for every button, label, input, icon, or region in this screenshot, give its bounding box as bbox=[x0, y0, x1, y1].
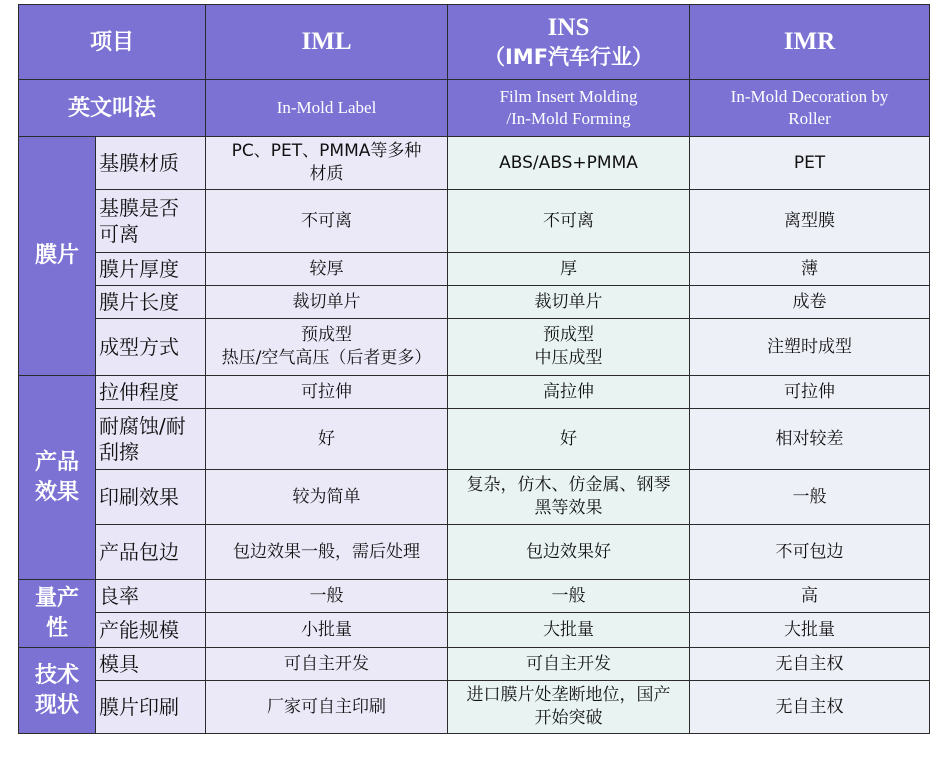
header-ins bbox=[448, 5, 690, 80]
cell-ins: 裁切单片 bbox=[448, 286, 690, 319]
cell-iml: 可自主开发 bbox=[206, 648, 448, 681]
row-label-line: 基膜是否 bbox=[99, 196, 179, 220]
group-label-line: 效果 bbox=[34, 479, 79, 505]
group-tech-status bbox=[19, 648, 96, 734]
table-row bbox=[19, 376, 930, 409]
cell-ins: 一般 bbox=[448, 580, 690, 613]
group-label-line: 量产 bbox=[34, 585, 79, 611]
cell-line: 预成型 bbox=[543, 325, 595, 345]
row-label: 膜片印刷 bbox=[96, 681, 206, 734]
header-iml: IML bbox=[206, 5, 448, 80]
cell-imr: 不可包边 bbox=[690, 525, 930, 580]
cell-iml: 较厚 bbox=[206, 253, 448, 286]
cell-iml: 好 bbox=[206, 409, 448, 470]
cell-ins: 高拉伸 bbox=[448, 376, 690, 409]
cell-iml: 厂家可自主印刷 bbox=[206, 681, 448, 734]
cell-imr: 离型膜 bbox=[690, 190, 930, 253]
cell-iml: 可拉伸 bbox=[206, 376, 448, 409]
table-row bbox=[19, 319, 930, 376]
header-imr: IMR bbox=[690, 5, 930, 80]
row-label: 产品包边 bbox=[96, 525, 206, 580]
cell-iml: 裁切单片 bbox=[206, 286, 448, 319]
cell-ins: 厚 bbox=[448, 253, 690, 286]
cell-line: 中压成型 bbox=[534, 348, 603, 368]
cell-iml: 较为简单 bbox=[206, 470, 448, 525]
cell-iml: 包边效果一般，需后处理 bbox=[206, 525, 448, 580]
row-label: 拉伸程度 bbox=[96, 376, 206, 409]
table-row bbox=[19, 470, 930, 525]
cell-line: 热压/空气高压（后者更多） bbox=[221, 348, 432, 368]
group-product-effect bbox=[19, 376, 96, 580]
cell-imr: 无自主权 bbox=[690, 681, 930, 734]
english-name-ins-line1: Film Insert Molding bbox=[499, 87, 638, 106]
row-label: 膜片厚度 bbox=[96, 253, 206, 286]
cell-iml: 不可离 bbox=[206, 190, 448, 253]
table-row bbox=[19, 190, 930, 253]
header-ins-title: INS bbox=[547, 14, 590, 41]
row-label: 良率 bbox=[96, 580, 206, 613]
row-label bbox=[96, 409, 206, 470]
table-row bbox=[19, 525, 930, 580]
row-label: 膜片长度 bbox=[96, 286, 206, 319]
cell-ins bbox=[448, 470, 690, 525]
row-label-line: 可离 bbox=[99, 222, 139, 246]
cell-iml: 小批量 bbox=[206, 613, 448, 648]
cell-iml bbox=[206, 137, 448, 190]
table-row bbox=[19, 253, 930, 286]
group-label-line: 现状 bbox=[34, 692, 79, 718]
row-label: 产能规模 bbox=[96, 613, 206, 648]
header-row bbox=[19, 5, 930, 80]
comparison-table bbox=[18, 4, 930, 734]
cell-imr: 可拉伸 bbox=[690, 376, 930, 409]
table-row bbox=[19, 613, 930, 648]
english-name-iml: In-Mold Label bbox=[206, 80, 448, 137]
cell-line: 预成型 bbox=[301, 325, 353, 345]
cell-imr: 成卷 bbox=[690, 286, 930, 319]
english-name-ins-line2: /In-Mold Forming bbox=[506, 109, 631, 128]
english-name-imr-line2: Roller bbox=[788, 109, 831, 128]
english-name-imr-line1: In-Mold Decoration by bbox=[730, 87, 889, 106]
cell-line: 进口膜片处垄断地位，国产 bbox=[466, 685, 671, 705]
cell-iml: 一般 bbox=[206, 580, 448, 613]
row-label: 模具 bbox=[96, 648, 206, 681]
cell-line: 黑等效果 bbox=[534, 498, 603, 518]
table-row bbox=[19, 409, 930, 470]
cell-ins bbox=[448, 681, 690, 734]
english-name-ins bbox=[448, 80, 690, 137]
cell-imr: 相对较差 bbox=[690, 409, 930, 470]
cell-line: PC、PET、PMMA等多种 bbox=[231, 141, 422, 161]
table-row bbox=[19, 286, 930, 319]
cell-imr: 一般 bbox=[690, 470, 930, 525]
cell-ins: ABS/ABS+PMMA bbox=[448, 137, 690, 190]
cell-imr: 注塑时成型 bbox=[690, 319, 930, 376]
cell-line: 材质 bbox=[309, 164, 344, 184]
english-name-imr bbox=[690, 80, 930, 137]
row-label-line: 刮擦 bbox=[99, 440, 139, 464]
cell-imr: 薄 bbox=[690, 253, 930, 286]
table-row bbox=[19, 681, 930, 734]
cell-ins: 可自主开发 bbox=[448, 648, 690, 681]
header-item: 项目 bbox=[19, 5, 206, 80]
cell-imr: PET bbox=[690, 137, 930, 190]
cell-imr: 大批量 bbox=[690, 613, 930, 648]
cell-ins: 好 bbox=[448, 409, 690, 470]
cell-line: 复杂，仿木、仿金属、钢琴 bbox=[466, 475, 671, 495]
header-ins-subtitle: （IMF汽车行业） bbox=[483, 45, 654, 69]
group-label-line: 性 bbox=[45, 615, 68, 641]
cell-imr: 高 bbox=[690, 580, 930, 613]
table-row bbox=[19, 137, 930, 190]
cell-ins: 大批量 bbox=[448, 613, 690, 648]
english-name-label: 英文叫法 bbox=[19, 80, 206, 137]
cell-ins bbox=[448, 319, 690, 376]
group-label-line: 产品 bbox=[34, 449, 79, 475]
english-name-row bbox=[19, 80, 930, 137]
table-row bbox=[19, 580, 930, 613]
cell-imr: 无自主权 bbox=[690, 648, 930, 681]
row-label: 成型方式 bbox=[96, 319, 206, 376]
row-label: 印刷效果 bbox=[96, 470, 206, 525]
group-mass-production bbox=[19, 580, 96, 648]
cell-ins: 不可离 bbox=[448, 190, 690, 253]
row-label-line: 耐腐蚀/耐 bbox=[99, 414, 186, 438]
group-film: 膜片 bbox=[19, 137, 96, 376]
row-label bbox=[96, 190, 206, 253]
cell-iml bbox=[206, 319, 448, 376]
cell-ins: 包边效果好 bbox=[448, 525, 690, 580]
cell-line: 开始突破 bbox=[534, 708, 603, 728]
group-label-line: 技术 bbox=[34, 662, 79, 688]
table-row bbox=[19, 648, 930, 681]
row-label: 基膜材质 bbox=[96, 137, 206, 190]
